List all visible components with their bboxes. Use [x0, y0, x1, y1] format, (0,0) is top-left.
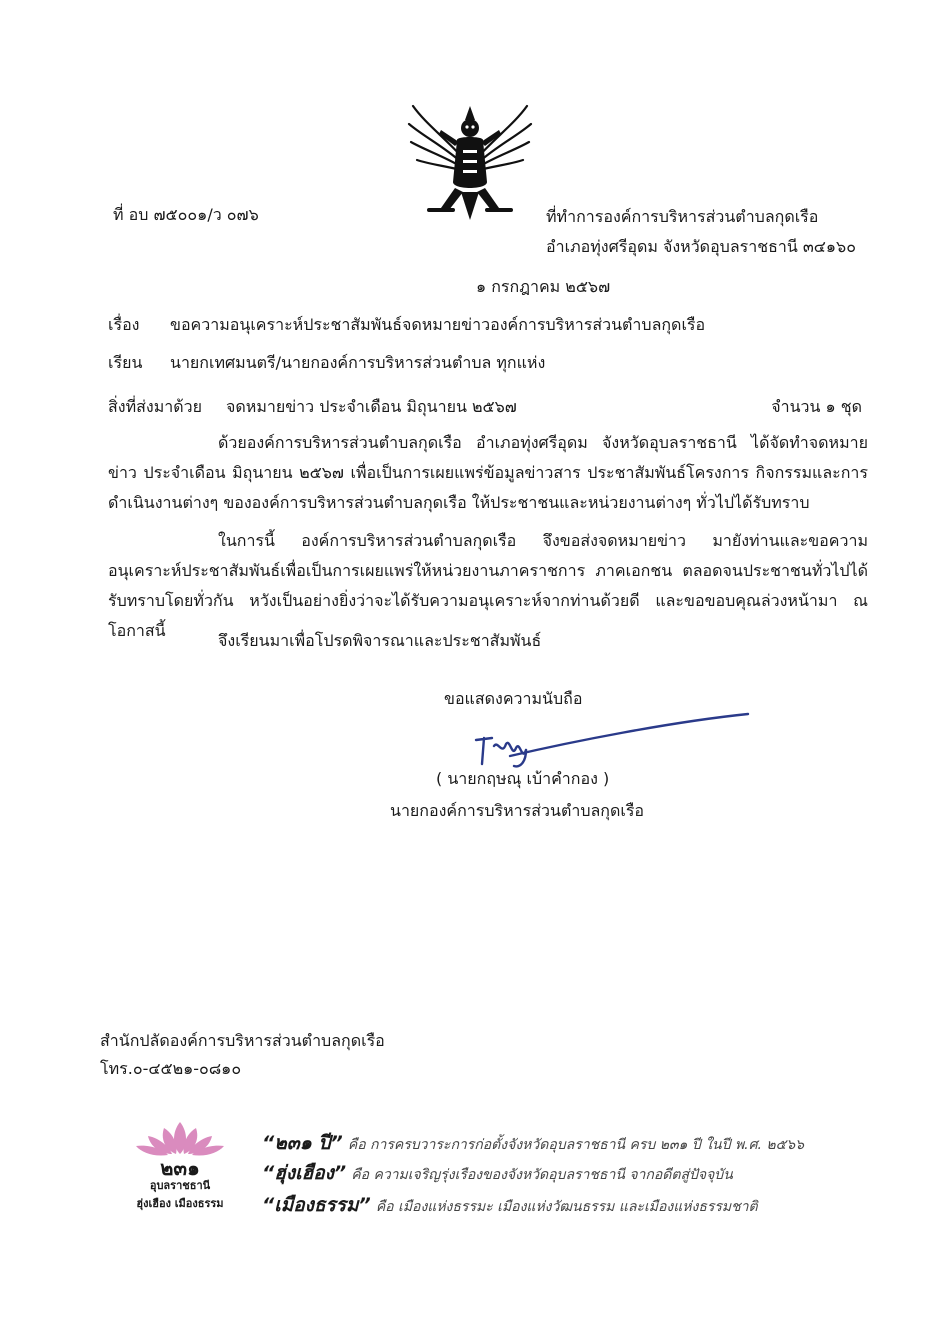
logo-number: ๒๓๑ — [160, 1156, 200, 1180]
subject-label: เรื่อง — [108, 315, 140, 334]
body-paragraph-1-text: ด้วยองค์การบริหารส่วนตำบลกุดเรือ อำเภอทุ่งศรีอุดม จังหวัดอุบลราชธานี ได้จัดทำจดหมายข่าว ประจำเดือน มิถุนายน ๒๕๖๗ เพื่อเป็นการเผยแพร่ข้อมูลข่าวสาร ประชาสัมพันธ์โครงการ กิจกรรมและการดำเนินงานต่างๆ ขององค์การบริหารส่วนตำบลกุดเรือ ให้ประชาชนและหน่วยงานต่างๆ ทั่วไปได้รับทราบ — [108, 433, 868, 512]
slogan-3-desc: คือ เมืองแห่งธรรมะ เมืองแห่งวัฒนธรรม และเมืองแห่งธรรมชาติ — [375, 1199, 758, 1215]
slogan-3-key: “เมืองธรรม” — [262, 1194, 371, 1216]
recipient-text: นายกเทศมนตรี/นายกองค์การบริหารส่วนตำบล ทุกแห่ง — [170, 353, 546, 372]
logo-province: อุบลราชธานี — [149, 1179, 211, 1192]
subject-text: ขอความอนุเคราะห์ประชาสัมพันธ์จดหมายข่าวองค์การบริหารส่วนตำบลกุดเรือ — [170, 315, 706, 334]
slogan-3 — [262, 1190, 758, 1220]
enclosure-amount: จำนวน ๑ ชุด — [771, 397, 862, 416]
slogan-2-key: “ฮุ่งเฮือง” — [262, 1162, 347, 1184]
body-paragraph-1 — [108, 428, 868, 518]
slogan-2 — [262, 1158, 733, 1188]
slogan-1-key: “๒๓๑ ปี” — [262, 1132, 343, 1154]
enclosure-label: สิ่งที่ส่งมาด้วย — [108, 397, 202, 416]
phone-number: โทร.๐-๔๕๒๑-๐๘๑๐ — [100, 1059, 242, 1078]
slogan-2-desc: คือ ความเจริญรุ่งเรืองของจังหวัดอุบลราชธานี จากอดีตสู่ปัจจุบัน — [351, 1167, 733, 1183]
signer-position: นายกองค์การบริหารส่วนตำบลกุดเรือ — [390, 801, 645, 820]
signature-mark — [470, 712, 760, 772]
reference-number: ที่ อบ ๗๕๐๐๑/ว ๐๗๖ — [113, 205, 259, 224]
office-address-line2: อำเภอทุ่งศรีอุดม จังหวัดอุบลราชธานี ๓๔๑๖๐ — [546, 237, 856, 256]
office-address-line1: ที่ทำการองค์การบริหารส่วนตำบลกุดเรือ — [546, 207, 819, 226]
letter-date: ๑ กรกฎาคม ๒๕๖๗ — [476, 277, 611, 296]
logo-motto: ฮุ่งเฮือง เมืองธรรม — [136, 1197, 224, 1210]
closing-regards: ขอแสดงความนับถือ — [444, 689, 583, 708]
slogan-1 — [262, 1128, 804, 1158]
slogan-1-desc: คือ การครบวาระการก่อตั้งจังหวัดอุบลราชธานี ครบ ๒๓๑ ปี ในปี พ.ศ. ๒๕๖๖ — [347, 1137, 805, 1153]
body-paragraph-3: จึงเรียนมาเพื่อโปรดพิจารณาและประชาสัมพันธ์ — [218, 631, 542, 650]
signer-name: ( นายกฤษณุ เบ้าคำกอง ) — [436, 769, 610, 788]
enclosure-text: จดหมายข่าว ประจำเดือน มิถุนายน ๒๕๖๗ — [226, 397, 517, 416]
body-paragraph-2 — [108, 526, 868, 646]
garuda-emblem-icon — [405, 98, 535, 228]
department-name: สำนักปลัดองค์การบริหารส่วนตำบลกุดเรือ — [100, 1031, 385, 1050]
recipient-label: เรียน — [108, 353, 143, 372]
body-paragraph-2-text: ในการนี้ องค์การบริหารส่วนตำบลกุดเรือ จึงขอส่งจดหมายข่าว มายังท่านและขอความอนุเคราะห์ประชาสัมพันธ์เพื่อเป็นการเผยแพร่ให้หน่วยงานภาคราชการ ภาคเอกชน ตลอดจนประชาชนทั่วไปได้รับทราบโดยทั่วกัน หวังเป็นอย่างยิ่งว่าจะได้รับความอนุเคราะห์จากท่านด้วยดี และขอขอบคุณล่วงหน้ามา ณ โอกาสนี้ — [108, 531, 868, 640]
